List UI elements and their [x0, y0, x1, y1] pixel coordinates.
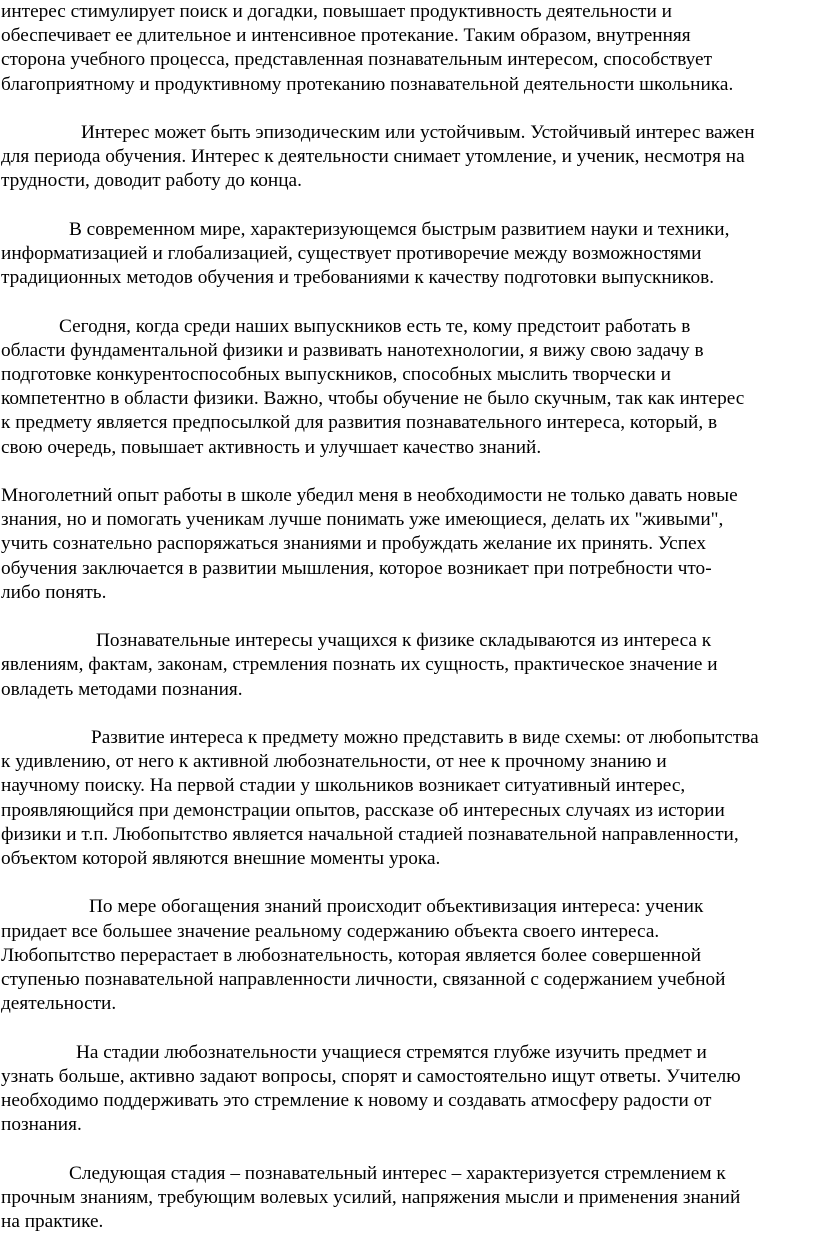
text-line: к предмету является предпосылкой для развития познавательного интереса, который, в: [1, 412, 718, 434]
text-line: познания.: [1, 1114, 82, 1136]
paragraph: [1, 1041, 816, 1138]
text-line: к удивлению, от него к активной любознательности, от нее к прочному знанию и: [1, 751, 667, 773]
text-line: явлениям, фактам, законам, стремления познать их сущность, практическое значение и: [1, 654, 718, 676]
text-line: сторона учебного процесса, представленная познавательным интересом, способствует: [1, 49, 713, 71]
text-line: деятельности.: [1, 993, 117, 1015]
text-line: области фундаментальной физики и развивать нанотехнологии, я вижу свою задачу в: [1, 339, 704, 361]
text-line: информатизацией и глобализацией, существует противоречие между возможностями: [1, 243, 702, 264]
text-line: обучения заключается в развитии мышления, которое возникает при потребности что-: [1, 557, 712, 579]
text-line: Следующая стадия – познавательный интерес – характеризуется стремлением к: [69, 1162, 726, 1184]
text-line: Познавательные интересы учащихся к физике складываются из интереса к: [96, 630, 712, 652]
text-line: свою очередь, повышает активность и улучшает качество знаний.: [1, 436, 542, 458]
text-line: узнать больше, активно задают вопросы, спорят и самостоятельно ищут ответы. Учителю: [1, 1065, 741, 1087]
paragraph: [1, 484, 816, 605]
paragraph: [1, 0, 816, 97]
text-line: проявляющийся при демонстрации опытов, рассказе об интересных случаях из истории: [1, 799, 725, 821]
paragraph: [1, 315, 816, 460]
text-line: благоприятному и продуктивному протеканию познавательной деятельности школьника.: [1, 73, 734, 95]
text-line: компетентно в области физики. Важно, чтобы обучение не было скучным, так как интерес: [1, 388, 745, 410]
paragraph: [1, 895, 816, 1016]
text-line: обеспечивает ее длительное и интенсивное протекание. Таким образом, внутренняя: [1, 25, 691, 47]
text-line: Любопытство перерастает в любознательность, которая является более совершенной: [1, 944, 702, 966]
text-line: объектом которой являются внешние моменты урока.: [1, 848, 441, 870]
text-line: Интерес может быть эпизодическим или устойчивым. Устойчивый интерес важен: [81, 122, 755, 143]
text-line: Многолетний опыт работы в школе убедил меня в необходимости не только давать новые: [1, 485, 738, 506]
text-line: Сегодня, когда среди наших выпускников есть те, кому предстоит работать в: [59, 315, 691, 337]
text-line: учить сознательно распоряжаться знаниями и пробуждать желание их принять. Успех: [1, 533, 706, 555]
text-line: для периода обучения. Интерес к деятельности снимает утомление, и ученик, несмотря на: [1, 146, 745, 168]
text-line: либо понять.: [1, 581, 107, 603]
paragraph: [1, 726, 816, 871]
text-line: подготовке конкурентоспособных выпускников, способных мыслить творчески и: [1, 364, 671, 385]
text-line: интерес стимулирует поиск и догадки, повышает продуктивность деятельности и: [1, 1, 672, 22]
text-line: В современном мире, характеризующемся быстрым развитием науки и техники,: [69, 218, 730, 240]
text-line: Развитие интереса к предмету можно представить в виде схемы: от любопытства: [91, 727, 759, 748]
text-line: овладеть методами познания.: [1, 678, 243, 700]
paragraph: [1, 629, 816, 702]
text-line: знания, но и помогать ученикам лучше понимать уже имеющиеся, делать их "живыми",: [1, 509, 724, 531]
paragraph: [1, 1162, 816, 1235]
text-line: на практике.: [1, 1211, 104, 1233]
text-line: трудности, доводит работу до конца.: [1, 170, 302, 192]
text-line: ступенью познавательной направленности личности, связанной с содержанием учебной: [1, 969, 726, 991]
text-line: По мере обогащения знаний происходит объективизация интереса: ученик: [89, 896, 704, 918]
text-line: прочным знаниям, требующим волевых усилий, напряжения мысли и применения знаний: [1, 1186, 741, 1208]
text-line: физики и т.п. Любопытство является начальной стадией познавательной направленности,: [1, 823, 739, 845]
text-line: придает все большее значение реальному содержанию объекта своего интереса.: [1, 920, 660, 942]
text-line: необходимо поддерживать это стремление к новому и создавать атмосферу радости от: [1, 1090, 712, 1112]
text-line: научному поиску. На первой стадии у школьников возникает ситуативный интерес,: [1, 775, 686, 797]
text-line: На стадии любознательности учащиеся стремятся глубже изучить предмет и: [76, 1041, 707, 1063]
paragraph: [1, 121, 816, 194]
paragraph: [1, 218, 816, 291]
text-line: традиционных методов обучения и требованиями к качеству подготовки выпускников.: [1, 267, 715, 289]
